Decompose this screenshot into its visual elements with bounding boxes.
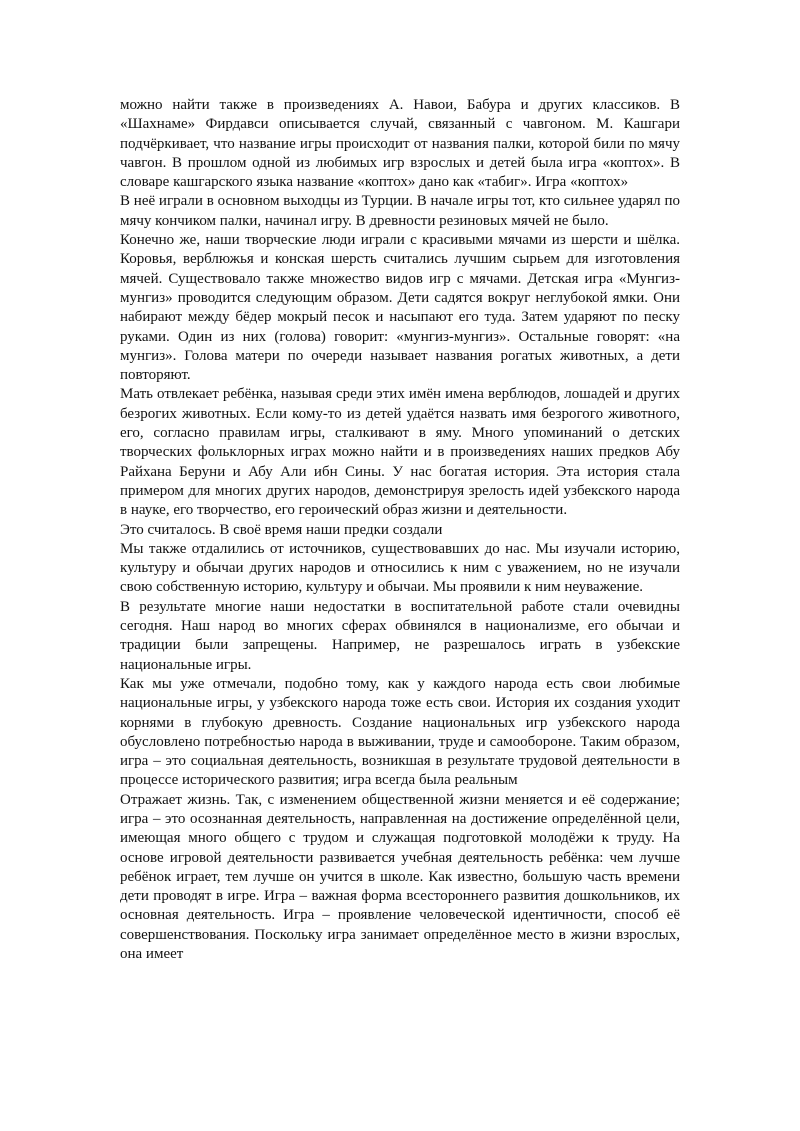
document-page	[120, 96, 680, 964]
paragraph-9: Отражает жизнь. Так, с изменением общественной жизни меняется и её содержание; игра – это осознанная деятельность, направленная на достижение определённой цели, имеющая много общего с трудом и служащая подготовкой молодёжи к труду. На основе игровой деятельности развивается учебная деятельность ребёнка: чем лучше ребёнок играет, тем лучше он учится в школе. Как известно, большую часть времени дети проводят в игре. Игра – важная форма всестороннего развития дошкольников, их основная деятельность. Игра – проявление человеческой идентичности, способ её совершенствования. Поскольку игра занимает определённое место в жизни взрослых, она имеет	[120, 791, 680, 963]
paragraph-4: Мать отвлекает ребёнка, называя среди этих имён имена верблюдов, лошадей и других безрогих животных. Если кому-то из детей удаётся назвать имя безрогого животного, его, согласно правилам игры, сталкивают в яму. Много упоминаний о детских творческих фольклорных играх можно найти и в произведениях наших предков Абу Райхана Беруни и Абу Али ибн Сины. У нас богатая история. Эта история стала примером для многих других народов, демонстрируя зрелость идей узбекского народа в науке, его творчество, его героический образ жизни и деятельности.	[120, 386, 680, 519]
paragraph-2: В неё играли в основном выходцы из Турции. В начале игры тот, кто сильнее ударял по мячу кончиком палки, начинал игру. В древности резиновых мячей не было.	[120, 193, 680, 229]
paragraph-5: Это считалось. В своё время наши предки создали	[120, 521, 443, 538]
paragraph-6: Мы также отдалились от источников, существовавших до нас. Мы изучали историю, культуру и обычаи других народов и относились к ним с уважением, но не изучали свою собственную историю, культуру и обычаи. Мы проявили к ним неуважение.	[120, 540, 680, 596]
paragraph-7: В результате многие наши недостатки в воспитательной работе стали очевидны сегодня. Наш народ во многих сферах обвинялся в национализме, его обычаи и традиции были запрещены. Например, не разрешалось играть в узбекские национальные игры.	[120, 598, 680, 673]
paragraph-1: можно найти также в произведениях А. Навои, Бабура и других классиков. В «Шахнаме» Фирдавси описывается случай, связанный с чавгоном. М. Кашгари подчёркивает, что название игры происходит от названия палки, которой били по мячу чавгон. В прошлом одной из любимых игр взрослых и детей была игра «коптох». В словаре кашгарского языка название «коптох» дано как «табиг». Игра «коптох»	[120, 97, 680, 191]
paragraph-3: Конечно же, наши творческие люди играли с красивыми мячами из шерсти и шёлка. Коровья, верблюжья и конская шерсть считались лучшим сырьем для изготовления мячей. Существовало также множество видов игр с мячами. Детская игра «Мунгиз-мунгиз» проводится следующим образом. Дети садятся вокруг неглубокой ямки. Они набирают между бёдер мокрый песок и насыпают его туда. Затем ударяют по песку руками. Один из них (голова) говорит: «мунгиз-мунгиз». Остальные говорят: «на мунгиз». Голова матери по очереди называет названия рогатых животных, а дети повторяют.	[120, 232, 680, 384]
paragraph-8: Как мы уже отмечали, подобно тому, как у каждого народа есть свои любимые национальные игры, у узбекского народа тоже есть свои. История их создания уходит корнями в глубокую древность. Создание национальных игр узбекского народа обусловлено потребностью народа в выживании, труде и самообороне. Таким образом, игра – это социальная деятельность, возникшая в результате трудовой деятельности в процессе исторического развития; игра всегда была реальным	[120, 675, 680, 789]
